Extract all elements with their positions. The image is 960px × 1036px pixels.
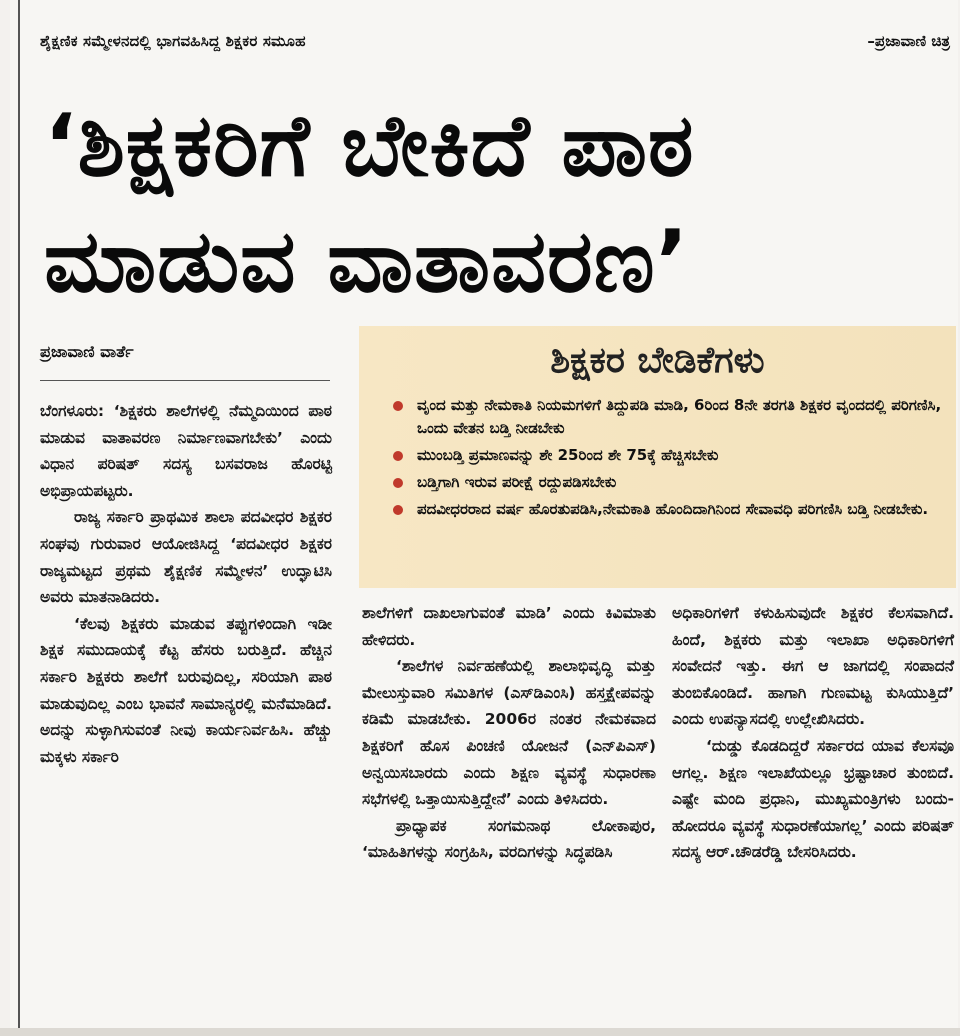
article-paragraph: ಪ್ರಾಧ್ಯಾಪಕ ಸಂಗಮನಾಥ ಲೋಕಾಪುರ, ‘ಮಾಹಿತಿಗಳನ್ನು ಸಂಗ್ರಹಿಸಿ, ವರದಿಗಳನ್ನು ಸಿದ್ಧಪಡಿಸಿ (362, 816, 656, 862)
article-paragraph: ‘ಕೆಲವು ಶಿಕ್ಷಕರು ಮಾಡುವ ತಪ್ಪುಗಳಿಂದಾಗಿ ಇಡೀ ಶಿಕ್ಷಕ ಸಮುದಾಯಕ್ಕೆ ಕೆಟ್ಟ ಹೆಸರು ಬರುತ್ತಿದೆ. ಹೆಚ್ಚಿನ ಸರ್ಕಾರಿ ಶಿಕ್ಷಕರು ಶಾಲೆಗೆ ಬರುವುದಿಲ್ಲ, ಸರಿಯಾಗಿ ಪಾಠ ಮಾಡುವುದಿಲ್ಲ ಎಂಬ ಭಾವನೆ ಸಾಮಾನ್ಯರಲ್ಲಿ ಮನೆಮಾಡಿದೆ. ಅದನ್ನು ಸುಳ್ಳಾಗಿಸುವಂತೆ ನೀವು ಕಾರ್ಯನಿರ್ವಹಿಸಿ. ಹೆಚ್ಚು ಮಕ್ಕಳು ಸರ್ಕಾರಿ (40, 614, 332, 766)
demands-box (359, 326, 956, 588)
demand-item: ಪದವೀಧರರಾದ ವರ್ಷ ಹೊರತುಪಡಿಸಿ,ನೇಮಕಾತಿ ಹೊಂದಿದಾಗಿನಿಂದ ಸೇವಾವಧಿ ಪರಿಗಣಿಸಿ ಬಡ್ತಿ ನೀಡಬೇಕು. (387, 498, 947, 521)
demand-item: ಬಡ್ತಿಗಾಗಿ ಇರುವ ಪರೀಕ್ಷೆ ರದ್ದುಪಡಿಸಬೇಕು (387, 471, 947, 494)
article-column-1 (40, 398, 332, 770)
article-paragraph: ಬೆಂಗಳೂರು: ‘ಶಿಕ್ಷಕರು ಶಾಲೆಗಳಲ್ಲಿ ನೆಮ್ಮದಿಯಿಂದ ಪಾಠ ಮಾಡುವ ವಾತಾವರಣ ನಿರ್ಮಾಣವಾಗಬೇಕು’ ಎಂದು ವಿಧಾನ ಪರಿಷತ್ ಸದಸ್ಯ ಬಸವರಾಜ ಹೊರಟ್ಟಿ ಅಭಿಪ್ರಾಯಪಟ್ಟರು. (40, 402, 332, 500)
page-bottom-edge (0, 1028, 960, 1036)
headline-line-1: ‘ಶಿಕ್ಷಕರಿಗೆ ಬೇಕಿದೆ ಪಾಠ (44, 96, 695, 196)
photo-credit: –ಪ್ರಜಾವಾಣಿ ಚಿತ್ರ (867, 32, 950, 50)
article-paragraph: ರಾಜ್ಯ ಸರ್ಕಾರಿ ಪ್ರಾಥಮಿಕ ಶಾಲಾ ಪದವೀಧರ ಶಿಕ್ಷಕರ ಸಂಘವು ಗುರುವಾರ ಆಯೋಜಿಸಿದ್ದ ‘ಪದವೀಧರ ಶಿಕ್ಷಕರ ರಾಜ್ಯಮಟ್ಟದ ಪ್ರಥಮ ಶೈಕ್ಷಣಿಕ ಸಮ್ಮೇಳನ’ ಉದ್ಘಾಟಿಸಿ ಅವರು ಮಾತನಾಡಿದರು. (40, 508, 332, 607)
demands-list (387, 394, 947, 525)
bullet-dot-icon (393, 505, 403, 515)
headline-line-2: ಮಾಡುವ ವಾತಾವರಣ’ (44, 212, 690, 312)
article-paragraph: ‘ಶಾಲೆಗಳ ನಿರ್ವಹಣೆಯಲ್ಲಿ ಶಾಲಾಭಿವೃದ್ಧಿ ಮತ್ತು ಮೇಲುಸ್ತುವಾರಿ ಸಮಿತಿಗಳ (ಎಸ್‌ಡಿಎಂಸಿ) ಹಸ್ತಕ್ಷೇಪವನ್ನು ಕಡಿಮೆ ಮಾಡಬೇಕು. 2006ರ ನಂತರ ನೇಮಕವಾದ ಶಿಕ್ಷಕರಿಗೆ ಹೊಸ ಪಿಂಚಣಿ ಯೋಜನೆ (ಎನ್‌ಪಿಎಸ್) ಅನ್ವಯಿಸಬಾರದು ಎಂದು ಶಿಕ್ಷಣ ವ್ಯವಸ್ಥೆ ಸುಧಾರಣಾ ಸಭೆಗಳಲ್ಲಿ ಒತ್ತಾಯಿಸುತ್ತಿದ್ದೇನೆ’ ಎಂದು ತಿಳಿಸಿದರು. (362, 657, 656, 809)
article-column-2 (362, 600, 656, 866)
article-paragraph: ‘ದುಡ್ಡು ಕೊಡದಿದ್ದರೆ ಸರ್ಕಾರದ ಯಾವ ಕೆಲಸವೂ ಆಗಲ್ಲ. ಶಿಕ್ಷಣ ಇಲಾಖೆಯಲ್ಲೂ ಭ್ರಷ್ಟಾಚಾರ ತುಂಬಿದೆ. ಎಷ್ಟೇ ಮಂದಿ ಪ್ರಧಾನಿ, ಮುಖ್ಯಮಂತ್ರಿಗಳು ಬಂದು-ಹೋದರೂ ವ್ಯವಸ್ಥೆ ಸುಧಾರಣೆಯಾಗಲ್ಲ’ ಎಂದು ಪರಿಷತ್ ಸದಸ್ಯ ಆರ್.ಚೌಡರೆಡ್ಡಿ ಬೇಸರಿಸಿದರು. (672, 736, 954, 862)
demand-item: ವೃಂದ ಮತ್ತು ನೇಮಕಾತಿ ನಿಯಮಗಳಿಗೆ ತಿದ್ದುಪಡಿ ಮಾಡಿ, 6ರಿಂದ 8ನೇ ತರಗತಿ ಶಿಕ್ಷಕರ ವೃಂದದಲ್ಲಿ ಪರಿಗಣಿಸಿ, ಒಂದು ವೇತನ ಬಡ್ತಿ ನೀಡಬೇಕು (387, 394, 947, 440)
byline-rule (40, 380, 330, 381)
column-rule (18, 0, 20, 1036)
bullet-dot-icon (393, 451, 403, 461)
photo-caption: ಶೈಕ್ಷಣಿಕ ಸಮ್ಮೇಳನದಲ್ಲಿ ಭಾಗವಹಿಸಿದ್ದ ಶಿಕ್ಷಕರ ಸಮೂಹ (40, 32, 306, 50)
article-paragraph: ಅಧಿಕಾರಿಗಳಿಗೆ ಕಳುಹಿಸುವುದೇ ಶಿಕ್ಷಕರ ಕೆಲಸವಾಗಿದೆ. ಹಿಂದೆ, ಶಿಕ್ಷಕರು ಮತ್ತು ಇಲಾಖಾ ಅಧಿಕಾರಿಗಳಿಗೆ ಸಂವೇದನೆ ಇತ್ತು. ಈಗ ಆ ಜಾಗದಲ್ಲಿ ಸಂಪಾದನೆ ತುಂಬಿಕೊಂಡಿದೆ. ಹಾಗಾಗಿ ಗುಣಮಟ್ಟ ಕುಸಿಯುತ್ತಿದೆ’ ಎಂದು ಉಪನ್ಯಾಸದಲ್ಲಿ ಉಲ್ಲೇಖಿಸಿದರು. (672, 604, 954, 729)
bullet-dot-icon (393, 478, 403, 488)
demand-item: ಮುಂಬಡ್ತಿ ಪ್ರಮಾಣವನ್ನು ಶೇ 25ರಿಂದ ಶೇ 75ಕ್ಕೆ ಹೆಚ್ಚಿಸಬೇಕು (387, 444, 947, 467)
article-paragraph: ಶಾಲೆಗಳಿಗೆ ದಾಖಲಾಗುವಂತೆ ಮಾಡಿ’ ಎಂದು ಕಿವಿಮಾತು ಹೇಳಿದರು. (362, 604, 656, 649)
bullet-dot-icon (393, 401, 403, 411)
demands-box-title: ಶಿಕ್ಷಕರ ಬೇಡಿಕೆಗಳು (550, 340, 765, 381)
article-column-3 (672, 600, 954, 866)
byline: ಪ್ರಜಾವಾಣಿ ವಾರ್ತೆ (40, 342, 134, 361)
